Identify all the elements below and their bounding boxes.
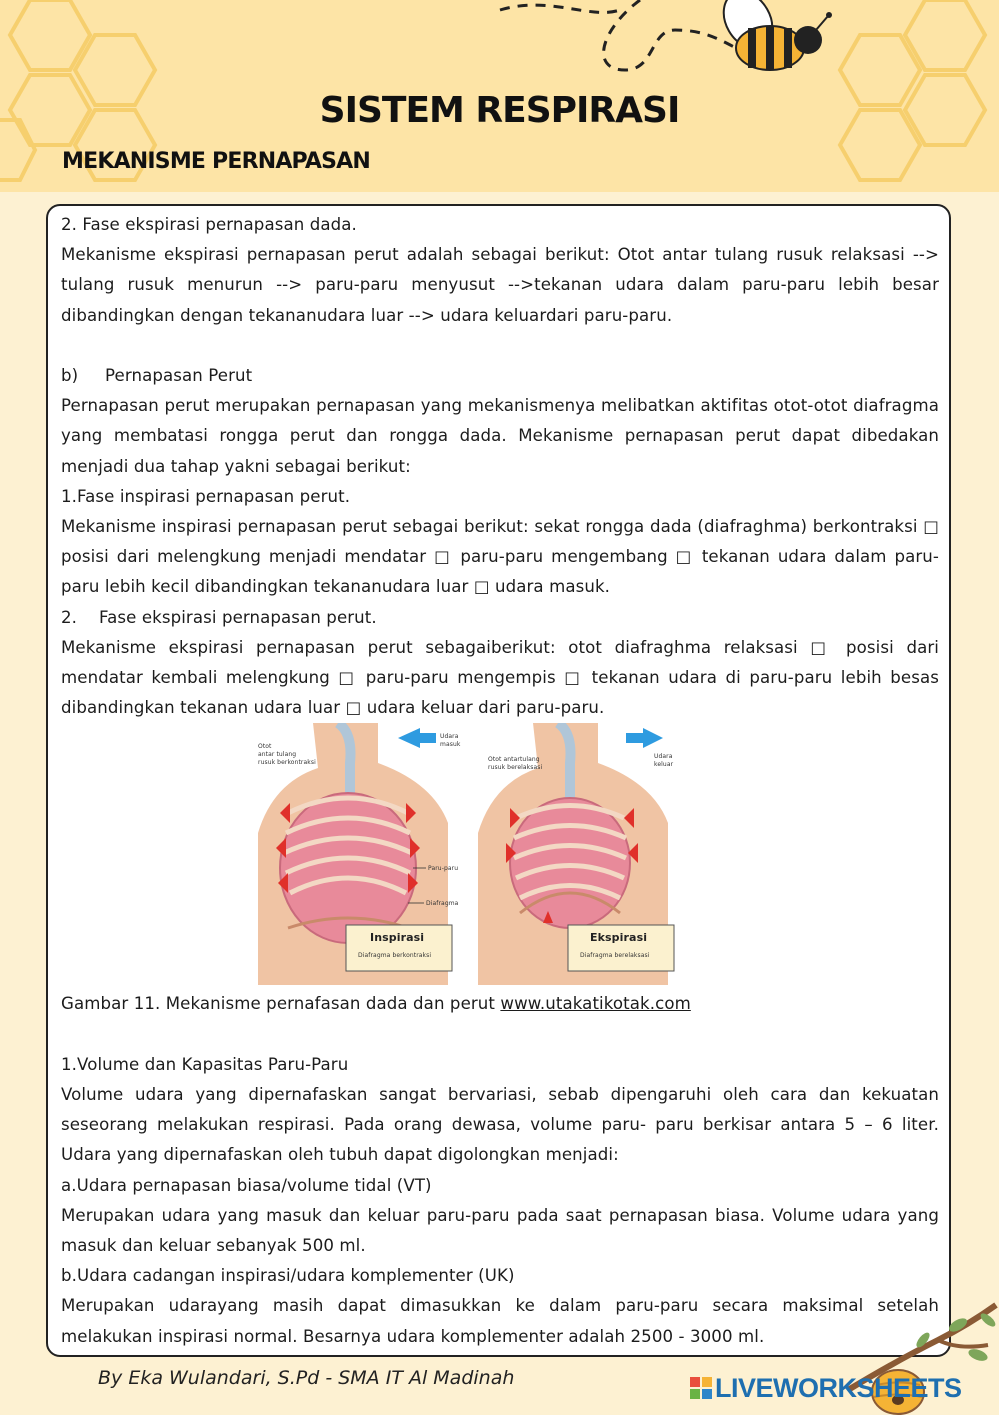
bee-illustration xyxy=(490,0,850,90)
paragraph: Volume udara yang dipernafaskan sangat bervariasi, sebab dipengaruhi oleh cara dan kekuatan seseorang melakukan respirasi. Pada orang dewasa, volume paru- paru berkisar antara 5 – 6 liter. Udara yang dipernafaskan oleh tubuh dapat digolongkan menjadi: xyxy=(61,1085,939,1165)
respiration-diagram xyxy=(258,723,678,985)
inspiration-label-box xyxy=(346,925,452,971)
figure-label: Udara xyxy=(654,753,673,761)
paragraph: Pernapasan perut merupakan pernapasan yang mekanismenya melibatkan aktifitas otot-otot diafragma yang membatasi rongga perut dan rongga dada. Mekanisme pernapasan perut dapat dibedakan menjadi dua tahap yakni sebagai berikut: xyxy=(61,396,939,476)
footer-author: By Eka Wulandari, S.Pd - SMA IT Al Madinah xyxy=(98,1367,515,1389)
figure-label: Diafragma xyxy=(426,900,459,908)
section-heading: a.Udara pernapasan biasa/volume tidal (VT) xyxy=(61,1175,432,1195)
content-body xyxy=(61,210,939,1352)
paragraph: 2. Fase ekspirasi pernapasan dada. xyxy=(61,215,357,234)
list-marker: b) xyxy=(61,366,79,385)
respiration-figure xyxy=(61,723,939,989)
paragraph: Merupakan udarayang masih dapat dimasukkan ke dalam paru-paru secara maksimal setelah melakukan inspirasi normal. Besarnya udara komplementer adalah 2500 - 3000 ml. xyxy=(61,1296,939,1346)
paragraph: Mekanisme ekspirasi pernapasan perut sebagaiberikut: otot diafraghma relaksasi □ posisi dari mendatar kembali melengkung □ paru-paru mengempis □ tekanan udara di paru-paru lebih besas dibandingkan tekanan udara luar □ udara keluar dari paru-paru. xyxy=(61,637,939,718)
figure-box-title: Inspirasi xyxy=(370,931,425,945)
caption-link[interactable]: www.utakatikotak.com xyxy=(500,994,691,1014)
section-subtitle: MEKANISME PERNAPASAN xyxy=(62,149,370,174)
brand-text: LIVEWORKSHEETS xyxy=(715,1373,962,1403)
figure-label: Udara xyxy=(440,733,459,741)
list-marker: 2. xyxy=(61,607,78,627)
section-heading xyxy=(61,603,939,633)
figure-label: Otot antartulang xyxy=(488,756,540,764)
liveworksheets-logo-icon xyxy=(690,1377,712,1399)
figure-label: keluar xyxy=(654,761,674,769)
figure-box-subtitle: Diafragma berkontraksi xyxy=(358,952,432,960)
heading-text: Fase ekspirasi pernapasan perut. xyxy=(99,607,377,627)
figure-label: masuk xyxy=(440,741,461,749)
paragraph: Mekanisme ekspirasi pernapasan perut adalah sebagai berikut: Otot antar tulang rusuk relaksasi --> tulang rusuk menurun --> paru-paru menyusut -->tekanan udara dalam paru-paru lebih besar dibandingkan dengan tekananudara luar --> udara keluardari paru-paru. xyxy=(61,245,939,325)
page-header xyxy=(0,0,999,192)
expiration-label-box xyxy=(568,925,674,971)
figure-label: antar tulang xyxy=(258,751,297,759)
figure-caption xyxy=(61,989,939,1019)
content-card xyxy=(46,204,951,1357)
figure-label: Paru-paru xyxy=(428,865,459,873)
heading-text: Pernapasan Perut xyxy=(105,366,253,385)
page-title: SISTEM RESPIRASI xyxy=(319,90,680,131)
paragraph: Mekanisme inspirasi pernapasan perut sebagai berikut: sekat rongga dada (diafraghma) berkontraksi □ posisi dari melengkung menjadi mendatar □ paru-paru mengembang □ tekanan udara dalam paru-paru lebih kecil dibandingkan tekananudara luar □ udara masuk. xyxy=(61,517,939,597)
figure-box-subtitle: Diafragma berelaksasi xyxy=(580,952,650,960)
paragraph: Merupakan udara yang masuk dan keluar paru-paru pada saat pernapasan biasa. Volume udara yang masuk dan keluar sebanyak 500 ml. xyxy=(61,1205,939,1256)
figure-box-title: Ekspirasi xyxy=(590,931,648,945)
figure-label: rusuk berelaksasi xyxy=(488,764,543,772)
paragraph: 1.Fase inspirasi pernapasan perut. xyxy=(61,486,351,506)
liveworksheets-brand[interactable] xyxy=(690,1373,962,1404)
section-heading: 1.Volume dan Kapasitas Paru-Paru xyxy=(61,1054,349,1074)
section-heading: b.Udara cadangan inspirasi/udara komplementer (UK) xyxy=(61,1266,515,1286)
section-heading xyxy=(61,361,939,391)
caption-text: Gambar 11. Mekanisme pernafasan dada dan perut xyxy=(61,994,501,1014)
figure-label: Otot xyxy=(258,743,272,751)
figure-label: rusuk berkontraksi xyxy=(258,759,316,767)
